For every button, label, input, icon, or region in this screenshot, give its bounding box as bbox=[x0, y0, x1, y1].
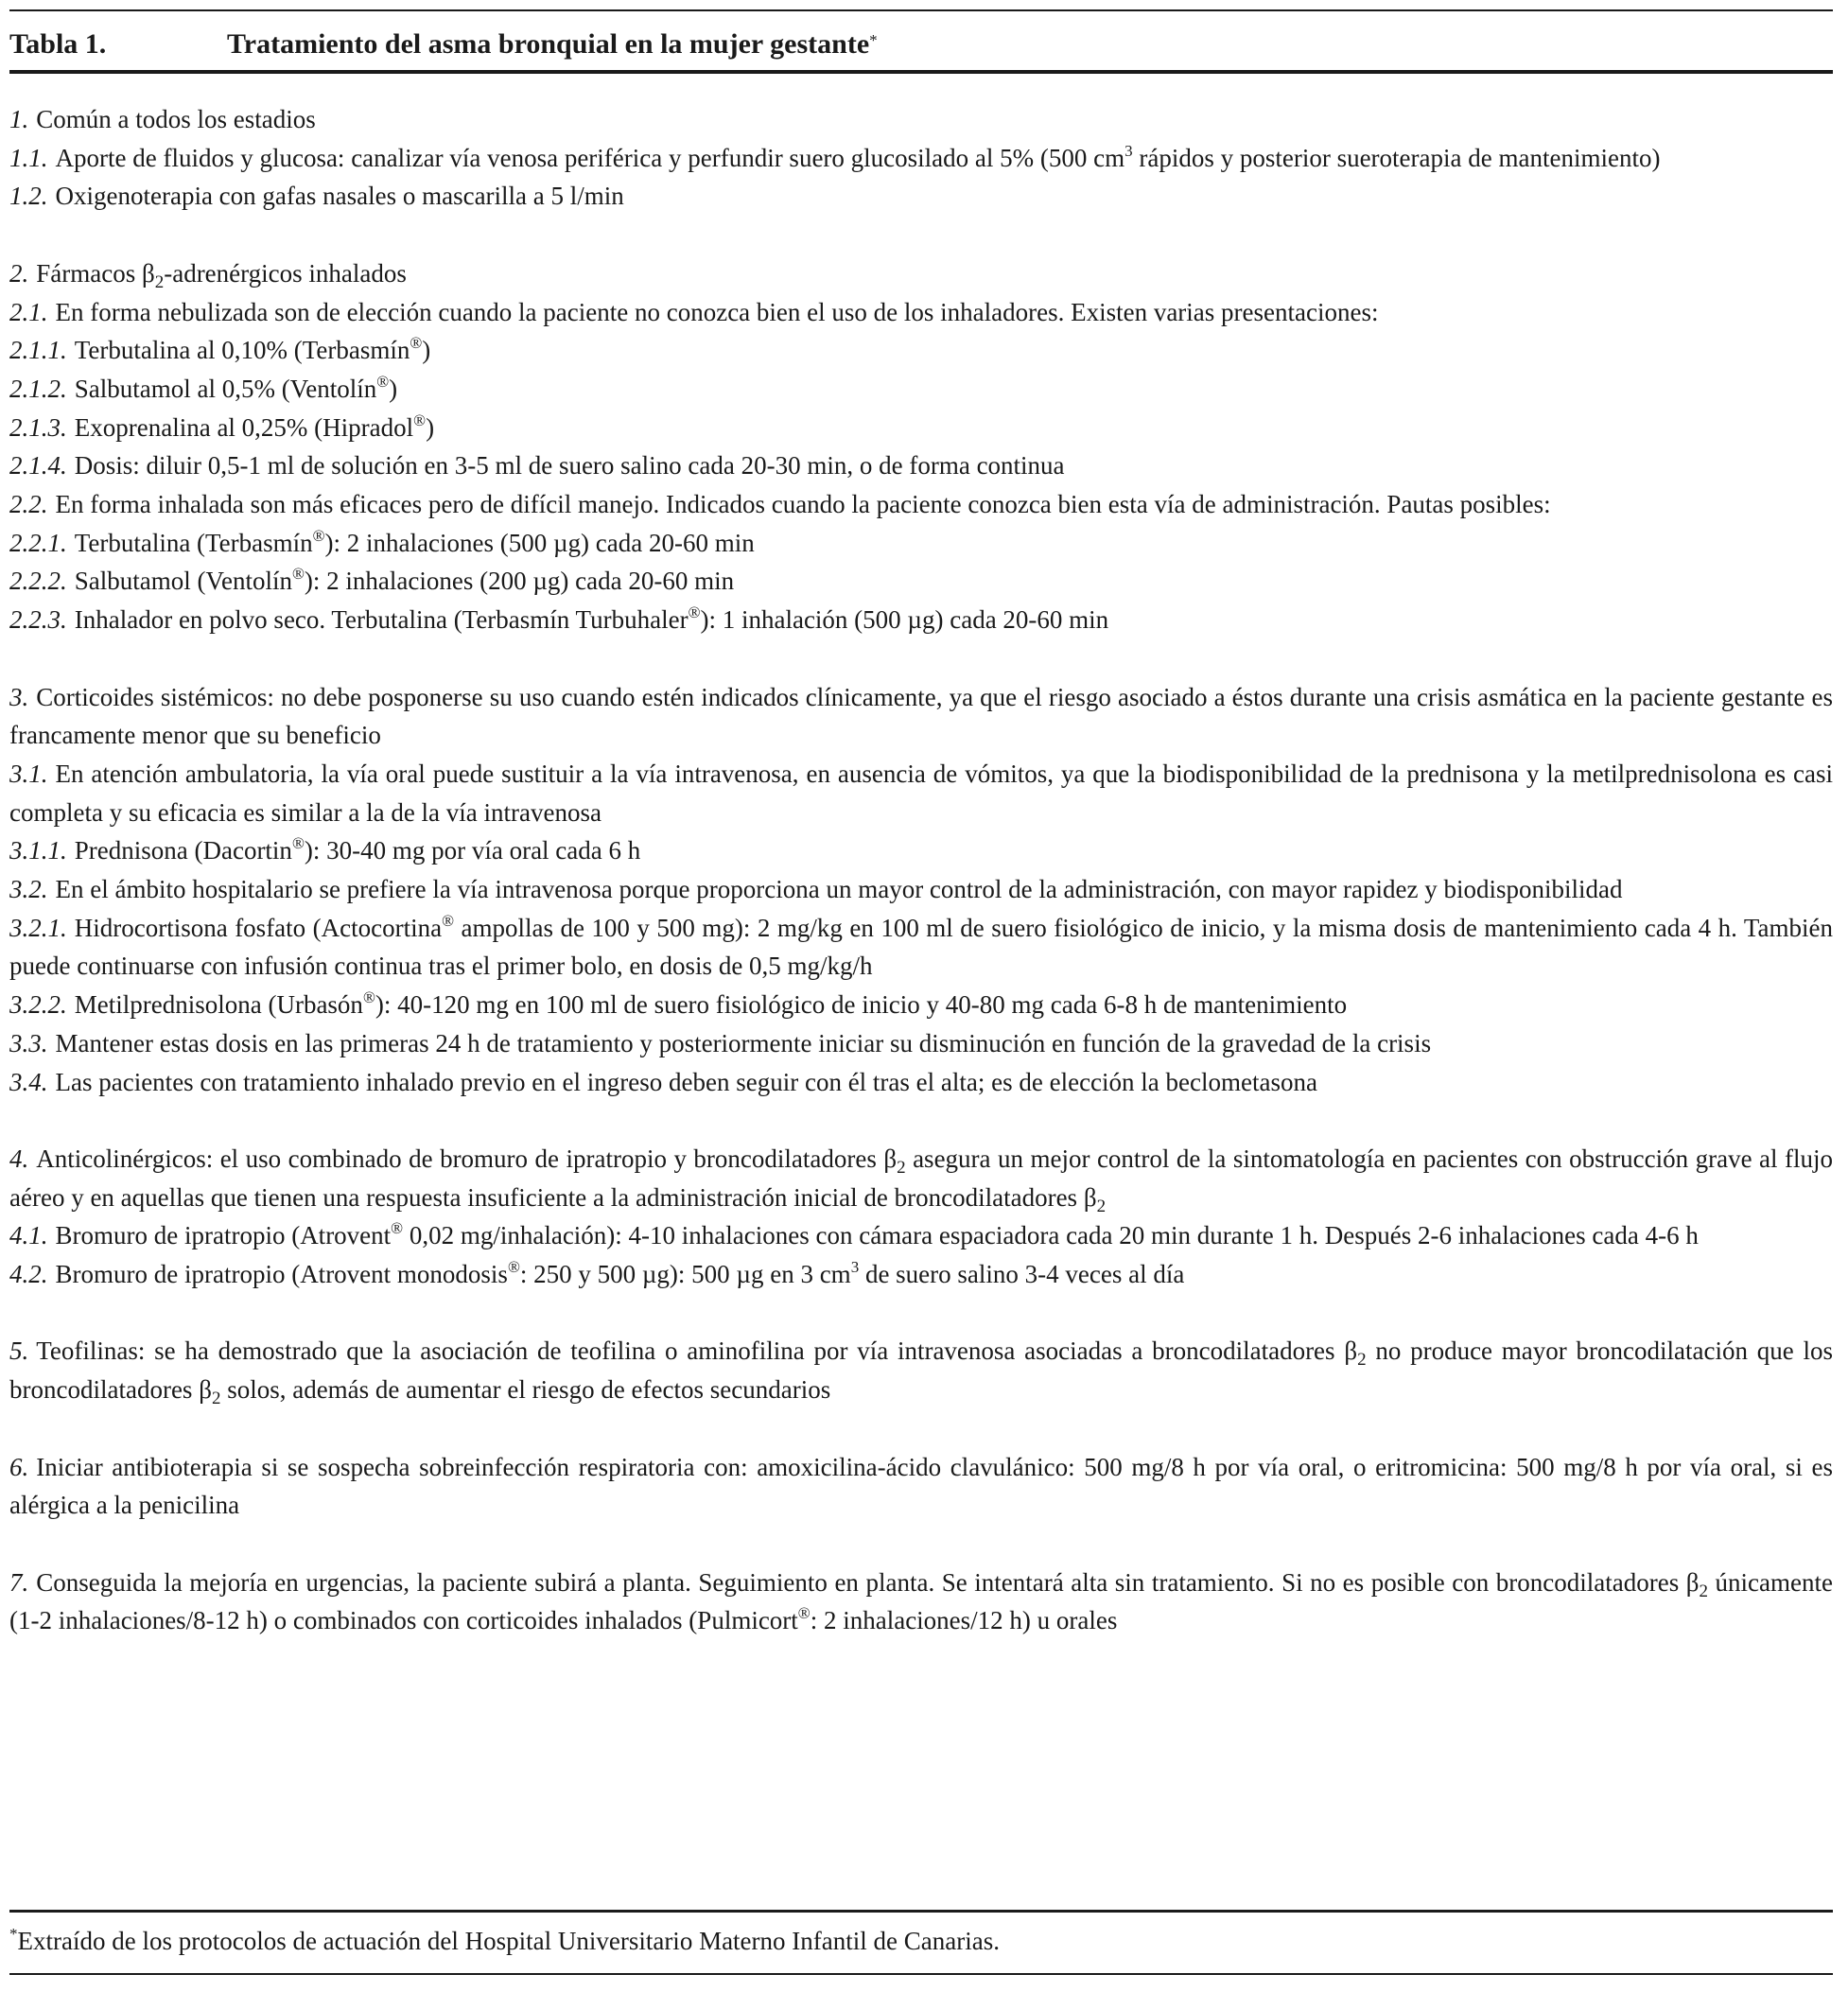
footnote-asterisk: * bbox=[9, 1925, 18, 1943]
item-2-2-1: 2.2.1. Terbutalina (Terbasmín®): 2 inhalaciones (500 µg) cada 20-60 min bbox=[9, 526, 755, 557]
table-body bbox=[9, 100, 1833, 1679]
header-rule bbox=[9, 70, 1833, 74]
section-1-heading: 1. Común a todos los estadios bbox=[9, 105, 316, 133]
item-3-2-1: 3.2.1. Hidrocortisona fosfato (Actocortina® ampollas de 100 y 500 mg): 2 mg/kg en 100 ml de suero fisiológico de inicio, y la misma dosis de mantenimiento cada 4 h. También puede continuarse con infusión continua tras el primer bolo, en dosis de 0,5 mg/kg/h bbox=[9, 911, 1833, 981]
section-2-heading: 2. Fármacos $\beta_2$-adrenérgicos inhalados bbox=[9, 258, 407, 292]
item-2-1-2: 2.1.2. Salbutamol al 0,5% (Ventolín®) bbox=[9, 372, 398, 403]
section-5-text: 5. Teofilinas: se ha demostrado que la asociación de teofilina o aminofilina por vía intravenosa asociadas a broncodilatadores $\beta_2$ no produce mayor broncodilatación que los broncodilatadores $\beta_2$ solos, además de aumentar el riesgo de efectos secundarios bbox=[9, 1337, 1833, 1409]
section-4 bbox=[9, 1140, 1833, 1294]
section-4-heading: 4. Anticolinérgicos: el uso combinado de bromuro de ipratropio y broncodilatadores $\beta_2$ asegura un mejor control de la sintomatología en pacientes con obstrucción grave al flujo aéreo y en aquellas que tienen una respuesta insuficiente a la administración inicial de broncodilatadores $\beta_2$ bbox=[9, 1144, 1833, 1216]
footnote-text: Extraído de los protocolos de actuación del Hospital Universitario Materno Infantil de Canarias. bbox=[17, 1927, 1000, 1955]
item-2-1-4: 2.1.4. Dosis: diluir 0,5-1 ml de solución en 3-5 ml de suero salino cada 20-30 min, o de forma continua bbox=[9, 451, 1065, 481]
item-3-2: 3.2. En el ámbito hospitalario se prefiere la vía intravenosa porque proporciona un mayor control de la administración, con mayor rapidez y biodisponibilidad bbox=[9, 875, 1623, 904]
section-2 bbox=[9, 254, 1833, 639]
section-7 bbox=[9, 1564, 1833, 1640]
item-3-1-1: 3.1.1. Prednisona (Dacortin®): 30-40 mg por vía oral cada 6 h bbox=[9, 834, 641, 865]
section-1 bbox=[9, 100, 1833, 216]
section-3-heading: 3. Corticoides sistémicos: no debe posponerse su uso cuando estén indicados clínicamente, ya que el riesgo asociado a éstos durante una crisis asmática en la paciente gestante es francamente menor que su beneficio bbox=[9, 682, 1833, 750]
section-3 bbox=[9, 678, 1833, 1102]
item-2-1-1: 2.1.1. Terbutalina al 0,10% (Terbasmín®) bbox=[9, 334, 431, 365]
title-asterisk: * bbox=[869, 31, 878, 49]
section-6-text: 6. Iniciar antibioterapia si se sospecha sobreinfección respiratoria con: amoxicilina-ácido clavulánico: 500 mg/8 h por vía oral, o eritromicina: 500 mg/8 h por vía oral, si es alérgica a la penicilina bbox=[9, 1452, 1833, 1520]
item-2-2-2: 2.2.2. Salbutamol (Ventolín®): 2 inhalaciones (200 µg) cada 20-60 min bbox=[9, 565, 735, 596]
section-6 bbox=[9, 1448, 1833, 1525]
item-1-1: 1.1. Aporte de fluidos y glucosa: canalizar vía venosa periférica y perfundir suero glucosilado al 5% (500 $cm^3$ rápidos y posterior sueroterapia de mantenimiento) bbox=[9, 141, 1661, 172]
item-1-2: 1.2. Oxigenoterapia con gafas nasales o mascarilla a 5 l/min bbox=[9, 182, 624, 211]
item-2-1: 2.1. En forma nebulizada son de elección cuando la paciente no conozca bien el uso de los inhaladores. Existen varias presentaciones: bbox=[9, 297, 1379, 326]
item-2-1-3: 2.1.3. Exoprenalina al 0,25% (Hipradol®) bbox=[9, 411, 435, 442]
item-3-1: 3.1. En atención ambulatoria, la vía oral puede sustituir a la vía intravenosa, en ausencia de vómitos, ya que la biodisponibilidad de la prednisona y la metilprednisolona es casi completa y su eficacia es similar a la de la vía intravenosa bbox=[9, 759, 1833, 827]
item-3-3: 3.3. Mantener estas dosis en las primeras 24 h de tratamiento y posteriormente iniciar su disminución en función de la gravedad de la crisis bbox=[9, 1028, 1432, 1057]
table-header bbox=[9, 21, 1833, 68]
table-footnote bbox=[9, 1922, 1833, 1960]
item-4-2: 4.2. Bromuro de ipratropio (Atrovent monodosis®: 250 y 500 µg): 500 µg en 3 $cm^3$ de suero salino 3-4 veces al día bbox=[9, 1258, 1185, 1289]
top-rule bbox=[9, 9, 1833, 11]
item-2-2: 2.2. En forma inhalada son más eficaces pero de difícil manejo. Indicados cuando la paciente conozca bien esta vía de administración. Pautas posibles: bbox=[9, 490, 1551, 519]
section-7-text: 7. Conseguida la mejoría en urgencias, la paciente subirá a planta. Seguimiento en planta. Se intentará alta sin tratamiento. Si no es posible con broncodilatadores $\beta_2$ únicamente (1-2 inhalaciones/8-12 h) o combinados con corticoides inhalados (Pulmicort®: 2 inhalaciones/12 h) u orales bbox=[9, 1567, 1833, 1635]
item-3-2-2: 3.2.2. Metilprednisolona (Urbasón®): 40-120 mg en 100 ml de suero fisiológico de inicio y 40-80 mg cada 6-8 h de mantenimiento bbox=[9, 988, 1348, 1020]
item-2-2-3: 2.2.3. Inhalador en polvo seco. Terbutalina (Terbasmín Turbuhaler®): 1 inhalación (500 µg) cada 20-60 min bbox=[9, 603, 1109, 635]
item-4-1: 4.1. Bromuro de ipratropio (Atrovent® 0,02 mg/inhalación): 4-10 inhalaciones con cámara espaciadora cada 20 min durante 1 h. Después 2-6 inhalaciones cada 4-6 h bbox=[9, 1219, 1699, 1250]
table-title-text: Tratamiento del asma bronquial en la mujer gestante bbox=[227, 28, 870, 60]
item-3-4: 3.4. Las pacientes con tratamiento inhalado previo en el ingreso deben seguir con él tras el alta; es de elección la beclometasona bbox=[9, 1067, 1317, 1096]
section-5 bbox=[9, 1332, 1833, 1408]
footer-rule bbox=[9, 1910, 1833, 1913]
table-title bbox=[227, 21, 878, 68]
table-label: Tabla 1. bbox=[9, 28, 107, 60]
bottom-rule bbox=[9, 1973, 1833, 1975]
